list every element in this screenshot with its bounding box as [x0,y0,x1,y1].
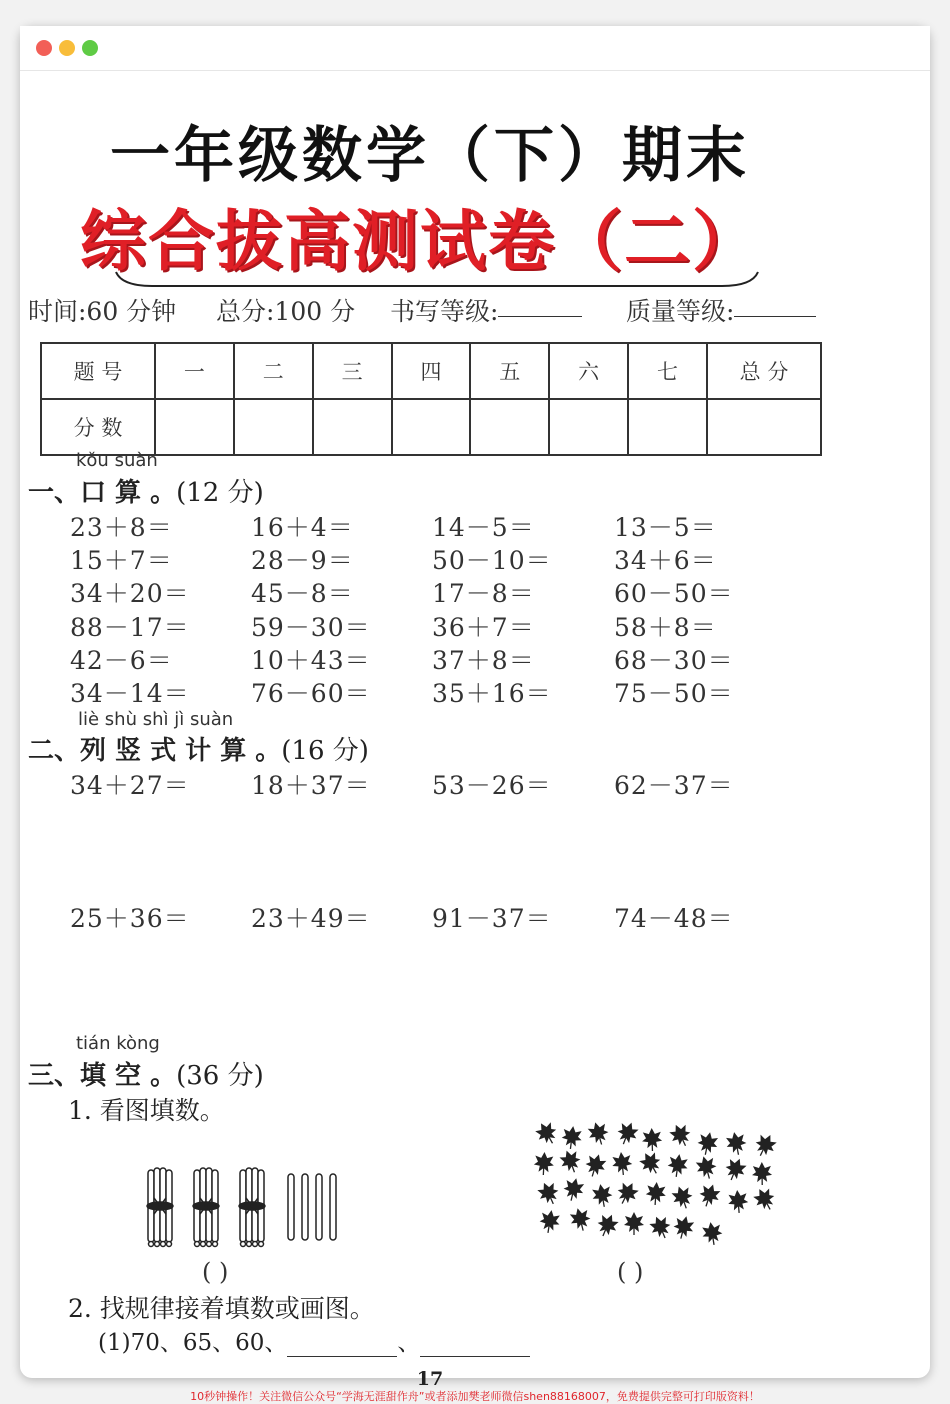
equation: 42－6＝ [70,641,173,677]
equation: 28－9＝ [251,541,354,577]
score-cell[interactable] [313,399,392,455]
maximize-window-button[interactable] [82,40,98,56]
leaf-icon [642,1128,663,1152]
title-line-2: 综合拔高测试卷（二） [20,188,820,283]
equation: 15＋7＝ [70,541,173,577]
equation: 68－30＝ [614,641,734,677]
equation: 10＋43＝ [251,641,371,677]
leaf-icon [645,1181,667,1205]
score-header-cell: 六 [549,343,628,399]
score-cell[interactable] [392,399,471,455]
score-cell[interactable] [707,399,821,455]
equation: 14－5＝ [432,508,535,544]
score-header-cell: 二 [234,343,313,399]
score-header-cell: 题 号 [41,343,155,399]
equation: 17－8＝ [432,574,535,610]
browser-window [20,26,930,1378]
equation: 36＋7＝ [432,608,535,644]
equation: 18＋37＝ [251,766,371,802]
section2-pinyin: liè shù shì jì suàn [78,709,233,730]
leaf-icon [611,1151,633,1176]
leaf-icon [669,1183,695,1211]
equation: 91－37＝ [432,899,552,935]
section3-heading: 三、填 空 。(36 分) [28,1055,264,1092]
section1-pinyin: kǒu suàn [76,450,158,471]
score-cell[interactable] [549,399,628,455]
equation: 45－8＝ [251,574,354,610]
leaf-icon [538,1209,561,1235]
score-cell[interactable] [628,399,707,455]
score-header-cell: 七 [628,343,707,399]
title-underline-curve [112,268,762,292]
leaf-icon [750,1184,778,1214]
leaf-icon [594,1211,621,1240]
leaf-icon [560,1125,583,1150]
equation: 34＋6＝ [614,541,717,577]
equation: 62－37＝ [614,766,734,802]
equation: 13－5＝ [614,508,717,544]
equation: 74－48＝ [614,899,734,935]
leaf-icon [727,1189,749,1214]
score-header-cell: 四 [392,343,471,399]
equation: 88－17＝ [70,608,190,644]
equation: 23＋8＝ [70,508,173,544]
section3-pinyin: tián kòng [76,1033,160,1054]
leaf-icon [614,1119,641,1148]
sequence-blank-2[interactable] [420,1332,530,1357]
answer-blank-leaves[interactable]: ( ) [617,1258,643,1286]
footer-promo-note: 10秒钟操作！关注微信公众号“学海无涯甜作舟”或者添加樊老师微信shen88168007，免费提供完整可打印版资料！ [0,1388,950,1404]
leaf-icon [724,1130,748,1156]
leaf-icon [583,1152,609,1180]
section2-heading: 二、列 竖 式 计 算 。(16 分) [28,730,369,767]
worksheet-page [20,70,930,1378]
equation: 60－50＝ [614,574,734,610]
leaf-icon [667,1121,695,1150]
section1-heading: 一、口 算 。(12 分) [28,472,264,509]
equation: 76－60＝ [251,674,371,710]
writing-grade-label: 书写等级: [390,292,498,328]
leaf-icon [533,1151,554,1175]
score-header-cell: 五 [470,343,549,399]
time-info: 时间:60 分钟 [28,292,176,328]
close-window-button[interactable] [36,40,52,56]
score-cell[interactable] [155,399,234,455]
leaf-icon [647,1213,674,1242]
equation: 23＋49＝ [251,899,371,935]
leaf-icon [696,1130,720,1157]
leaf-icon [636,1148,665,1178]
total-score-info: 总分:100 分 [216,292,355,328]
page-number: 17 [20,1368,840,1390]
leaf-icon [751,1131,779,1160]
answer-blank-sticks[interactable]: ( ) [202,1258,228,1286]
writing-grade-blank[interactable] [498,292,582,317]
counting-sticks-image [140,1166,350,1250]
leaves-image [532,1122,788,1248]
leaf-icon [752,1162,772,1185]
leaf-icon [561,1176,586,1203]
score-table [40,342,822,456]
score-header-cell: 一 [155,343,234,399]
leaf-icon [568,1206,593,1233]
title-line-1: 一年级数学（下）期末 [20,108,840,194]
equation: 75－50＝ [614,674,734,710]
score-table-header-row [41,343,821,399]
question-2-prompt: 2. 找规律接着填数或画图。 [68,1289,375,1325]
leaf-icon [671,1214,696,1241]
leaf-icon [532,1118,561,1148]
equation: 59－30＝ [251,608,371,644]
score-cell[interactable] [234,399,313,455]
score-header-cell: 三 [313,343,392,399]
minimize-window-button[interactable] [59,40,75,56]
leaf-icon [590,1182,614,1208]
equation: 25＋36＝ [70,899,190,935]
quality-grade-label: 质量等级: [626,292,734,328]
leaf-icon [586,1120,612,1148]
equation: 58＋8＝ [614,608,717,644]
window-titlebar [20,26,930,71]
score-header-cell: 总 分 [707,343,821,399]
sequence-blank-1[interactable] [287,1332,397,1357]
leaf-icon [557,1147,584,1175]
question-2-1: (1)70、65、60、 、 [98,1324,530,1357]
equation: 34＋20＝ [70,574,190,610]
score-row-label: 分 数 [41,399,155,455]
equation: 35＋16＝ [432,674,552,710]
leaf-icon [694,1154,719,1181]
leaf-icon [535,1179,563,1208]
leaf-icon [696,1181,722,1209]
equation: 34＋27＝ [70,766,190,802]
leaf-icon [666,1153,689,1179]
equation: 53－26＝ [432,766,552,802]
quality-grade-blank[interactable] [734,292,816,317]
equation: 16＋4＝ [251,508,354,544]
question-1-prompt: 1. 看图填数。 [68,1091,225,1127]
equation: 34－14＝ [70,674,190,710]
equation: 37＋8＝ [432,641,535,677]
leaf-icon [624,1212,644,1235]
leaf-icon [701,1221,724,1247]
leaf-icon [613,1179,641,1209]
score-table-score-row [41,399,821,455]
score-cell[interactable] [470,399,549,455]
equation: 50－10＝ [432,541,552,577]
leaf-icon [722,1155,749,1184]
